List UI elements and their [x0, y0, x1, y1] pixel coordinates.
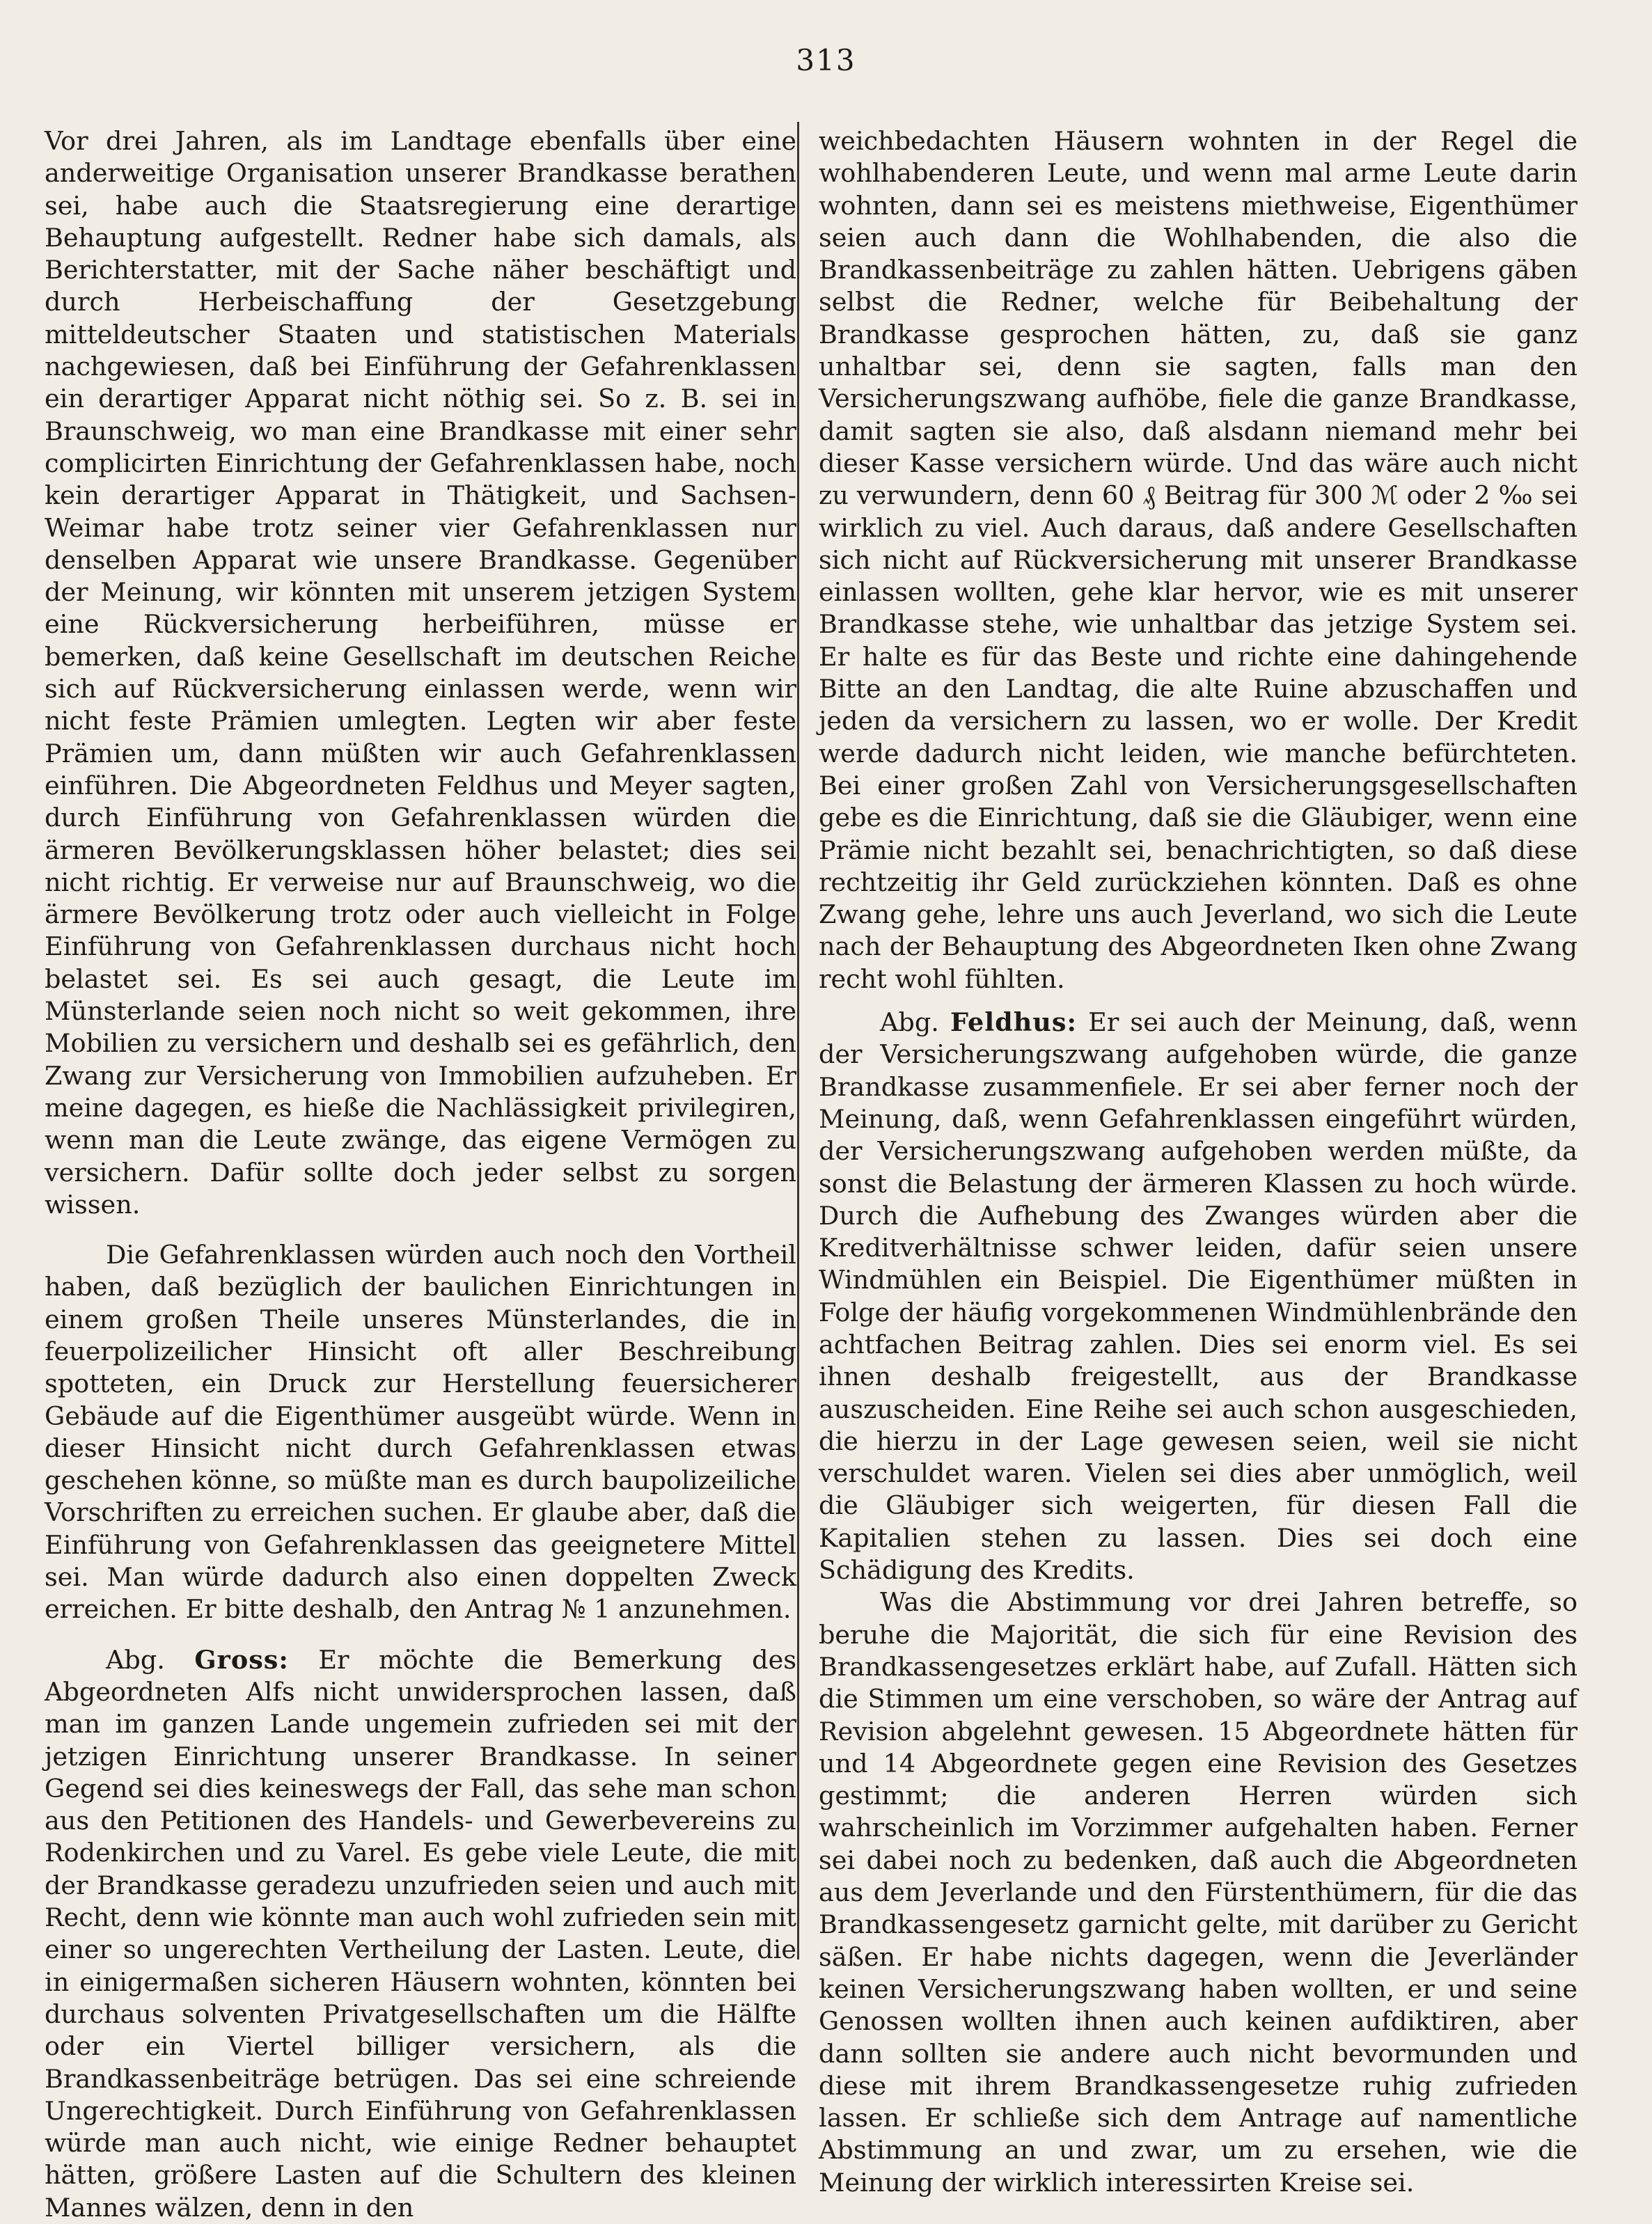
column-divider	[797, 122, 799, 1959]
speech-text: Er möchte die Bemerkung des Abgeordneten Alfs nicht unwidersprochen lassen, daß man im ganzen Lande ungemein zufrieden sei mit der jetzigen Einrichtung unserer Brandkasse. In seiner Gegend sei dies keineswegs der Fall, das sehe man schon aus den Petitionen des Handels- und Gewerbevereins zu Rodenkirchen und zu Varel. Es gebe viele Leute, die mit der Brandkasse geradezu unzufrieden seien und auch mit Recht, denn wie könnte man auch wohl zufrieden sein mit einer so ungerechten Vertheilung der Lasten. Leute, die in einigermaßen sicheren Häusern wohnten, könnten bei durchaus solventen Privatgesellschaften um die Hälfte oder ein Viertel billiger versichern, als die Brandkassenbeiträge betrügen. Das sei eine schreiende Ungerechtigkeit. Durch Einführung von Gefahrenklassen würde man auch nicht, wie einige Redner behauptet hätten, größere Lasten auf die Schultern des kleinen Mannes wälzen, denn in den	[45, 1644, 796, 2223]
left-paragraph-3	[45, 1644, 796, 2224]
speech-text: Er sei auch der Meinung, daß, wenn der Versicherungszwang aufgehoben würde, die ganze Brandkasse zusammenfiele. Er sei aber ferner noch der Meinung, daß, wenn Gefahrenklassen eingeführt würden, der Versicherungszwang aufgehoben werden müßte, da sonst die Belastung der ärmeren Klassen zu hoch würde. Durch die Aufhebung des Zwanges würden aber die Kreditverhältnisse schwer leiden, dafür seien unsere Windmühlen ein Beispiel. Die Eigenthümer müßten in Folge der häufig vorgekommenen Windmühlenbrände den achtfachen Beitrag zahlen. Dies sei enorm viel. Es sei ihnen deshalb freigestellt, aus der Brandkasse auszuscheiden. Eine Reihe sei auch schon ausgeschieden, die hierzu in der Lage gewesen seien, weil sie nicht verschuldet waren. Vielen sei dies aber unmöglich, weil die Gläubiger sich weigerten, für diesen Fall die Kapitalien stehen zu lassen. Dies sei doch eine Schädigung des Kredits.	[819, 1007, 1578, 1586]
left-column	[45, 125, 796, 2224]
right-paragraph-1: weichbedachten Häusern wohnten in der Regel die wohlhabenderen Leute, und wenn mal arme Leute darin wohnten, dann sei es meistens miethweise, Eigenthümer seien auch dann die Wohlhabenden, die also die Brandkassenbeiträge zu zahlen hätten. Uebrigens gäben selbst die Redner, welche für Beibehaltung der Brandkasse gesprochen hätten, zu, daß sie ganz unhaltbar sei, denn sie sagten, falls man den Versicherungszwang aufhöbe, fiele die ganze Brandkasse, damit sagten sie also, daß alsdann niemand mehr bei dieser Kasse versichern würde. Und das wäre auch nicht zu verwundern, denn 60 ₰ Beitrag für 300 ℳ oder 2 ‰ sei wirklich zu viel. Auch daraus, daß andere Gesellschaften sich nicht auf Rückversicherung mit unserer Brandkasse einlassen wollten, gehe klar hervor, wie es mit unserer Brandkasse stehe, wie unhaltbar das jetzige System sei. Er halte es für das Beste und richte eine dahingehende Bitte an den Landtag, die alte Ruine abzuschaffen und jeden da versichern zu lassen, wo er wolle. Der Kredit werde dadurch nicht leiden, wie manche befürchteten. Bei einer großen Zahl von Versicherungsgesellschaften gebe es die Einrichtung, daß sie die Gläubiger, wenn eine Prämie nicht bezahlt sei, benachrichtigten, so daß diese rechtzeitig ihr Geld zurückziehen könnten. Daß es ohne Zwang gehe, lehre uns auch Jeverland, wo sich die Leute nach der Behauptung des Abgeordneten Iken ohne Zwang recht wohl fühlten.	[819, 126, 1578, 994]
right-paragraph-2	[819, 1007, 1578, 1586]
right-column	[819, 125, 1578, 2199]
speaker-name-gross: Gross:	[194, 1644, 289, 1675]
left-paragraph-2: Die Gefahrenklassen würden auch noch den Vortheil haben, daß bezüglich der baulichen Einrichtungen in einem großen Theile unseres Münsterlandes, die in feuerpolizeilicher Hinsicht oft aller Beschreibung spotteten, ein Druck zur Herstellung feuersicherer Gebäude auf die Eigenthümer ausgeübt würde. Wenn in dieser Hinsicht nicht durch Gefahrenklassen etwas geschehen könne, so müßte man es durch baupolizeiliche Vorschriften zu erreichen suchen. Er glaube aber, daß die Einführung von Gefahrenklassen das geeignetere Mittel sei. Man würde dadurch also einen doppelten Zweck erreichen. Er bitte deshalb, den Antrag № 1 anzunehmen.	[45, 1240, 796, 1625]
left-paragraph-1: Vor drei Jahren, als im Landtage ebenfalls über eine anderweitige Organisation unserer Brandkasse berathen sei, habe auch die Staatsregierung eine derartige Behauptung aufgestellt. Redner habe sich damals, als Berichterstatter, mit der Sache näher beschäftigt und durch Herbeischaffung der Gesetzgebung mitteldeutscher Staaten und statistischen Materials nachgewiesen, daß bei Einführung der Gefahrenklassen ein derartiger Apparat nicht nöthig sei. So z. B. sei in Braunschweig, wo man eine Brandkasse mit einer sehr complicirten Einrichtung der Gefahrenklassen habe, noch kein derartiger Apparat in Thätigkeit, und Sachsen-Weimar habe trotz seiner vier Gefahrenklassen nur denselben Apparat wie unsere Brandkasse. Gegenüber der Meinung, wir könnten mit unserem jetzigen System eine Rückversicherung herbeiführen, müsse er bemerken, daß keine Gesellschaft im deutschen Reiche sich auf Rückversicherung einlassen werde, wenn wir nicht feste Prämien umlegten. Legten wir aber feste Prämien um, dann müßten wir auch Gefahrenklassen einführen. Die Abgeordneten Feldhus und Meyer sagten, durch Einführung von Gefahrenklassen würden die ärmeren Bevölkerungsklassen höher belastet; dies sei nicht richtig. Er verweise nur auf Braunschweig, wo die ärmere Bevölkerung trotz oder auch vielleicht in Folge Einführung von Gefahrenklassen durchaus nicht hoch belastet sei. Es sei auch gesagt, die Leute im Münsterlande seien noch nicht so weit gekommen, ihre Mobilien zu versichern und deshalb sei es gefährlich, den Zwang zur Versicherung von Immobilien aufzuheben. Er meine dagegen, es hieße die Nachlässigkeit privilegiren, wenn man die Leute zwänge, das eigene Vermögen zu versichern. Dafür sollte doch jeder selbst zu sorgen wissen.	[45, 126, 796, 1220]
right-paragraph-3: Was die Abstimmung vor drei Jahren betreffe, so beruhe die Majorität, die sich für eine Revision des Brandkassengesetzes erklärt habe, auf Zufall. Hätten sich die Stimmen um eine verschoben, so wäre der Antrag auf Revision abgelehnt gewesen. 15 Abgeordnete hätten für und 14 Abgeordnete gegen eine Revision des Gesetzes gestimmt; die anderen Herren würden sich wahrscheinlich im Vorzimmer aufgehalten haben. Ferner sei dabei noch zu bedenken, daß auch die Abgeordneten aus dem Jeverlande und den Fürstenthümern, für die das Brandkassengesetz garnicht gelte, mit darüber zu Gericht säßen. Er habe nichts dagegen, wenn die Jeverländer keinen Versicherungszwang haben wollten, er und seine Genossen wollten ihnen auch keinen aufdiktiren, aber dann sollten sie andere auch nicht bevormunden und diese mit ihrem Brandkassengesetze ruhig zufrieden lassen. Er schließe sich dem Antrage auf namentliche Abstimmung an und zwar, um zu ersehen, wie die Meinung der wirklich interessirten Kreise sei.	[819, 1587, 1578, 2198]
page-number: 313	[796, 43, 856, 77]
speaker-prefix: Abg.	[880, 1007, 939, 1038]
speaker-prefix: Abg.	[106, 1644, 165, 1675]
speaker-name-feldhus: Feldhus:	[950, 1007, 1077, 1038]
